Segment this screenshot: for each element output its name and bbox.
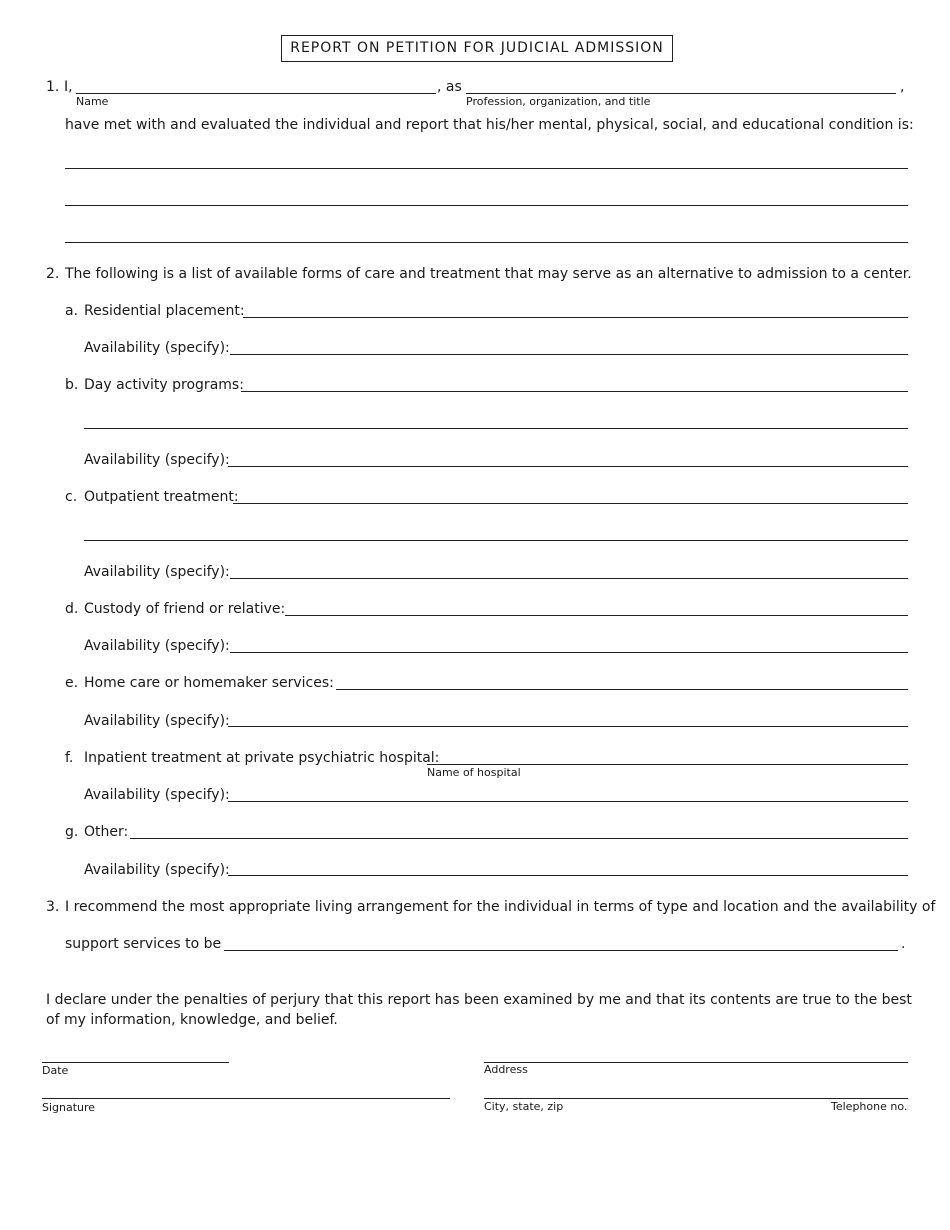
item-f-label: Inpatient treatment at private psychiatric hospital: bbox=[84, 750, 440, 766]
living-arrangement-field[interactable] bbox=[224, 950, 898, 951]
item-d-letter: d. bbox=[65, 601, 79, 617]
item-c-letter: c. bbox=[65, 489, 78, 505]
item-a-letter: a. bbox=[65, 303, 79, 319]
condition-line-2[interactable] bbox=[65, 205, 908, 206]
telephone-caption: Telephone no. bbox=[831, 1100, 908, 1113]
section-3-text: I recommend the most appropriate living arrangement for the individual in terms of type and location and the availability of bbox=[65, 899, 936, 915]
section-1-as: , as bbox=[437, 79, 462, 95]
other-field[interactable] bbox=[130, 838, 908, 839]
day-activity-field[interactable] bbox=[241, 391, 908, 392]
item-d-availability-field[interactable] bbox=[230, 652, 908, 653]
item-d-availability-label: Availability (specify): bbox=[84, 638, 230, 654]
city-telephone-field[interactable] bbox=[484, 1098, 908, 1099]
city-caption: City, state, zip bbox=[484, 1100, 564, 1113]
item-a-availability-label: Availability (specify): bbox=[84, 340, 230, 356]
section-1-comma: , bbox=[900, 79, 905, 95]
profession-field[interactable] bbox=[466, 93, 896, 94]
signature-caption: Signature bbox=[42, 1101, 96, 1114]
page-title: REPORT ON PETITION FOR JUDICIAL ADMISSION bbox=[281, 35, 673, 62]
section-1-i: I, bbox=[64, 79, 73, 95]
day-activity-field-2[interactable] bbox=[84, 428, 908, 429]
condition-line-3[interactable] bbox=[65, 242, 908, 243]
outpatient-field[interactable] bbox=[233, 503, 908, 504]
item-a-availability-field[interactable] bbox=[230, 354, 908, 355]
section-2-text: The following is a list of available forms of care and treatment that may serve as an alternative to admission to a center. bbox=[65, 266, 912, 282]
home-care-field[interactable] bbox=[336, 689, 908, 690]
address-field[interactable] bbox=[484, 1062, 908, 1063]
section-1-number: 1. bbox=[46, 79, 60, 95]
item-b-letter: b. bbox=[65, 377, 79, 393]
custody-field[interactable] bbox=[285, 615, 908, 616]
item-e-letter: e. bbox=[65, 675, 79, 691]
item-b-availability-label: Availability (specify): bbox=[84, 452, 230, 468]
profession-caption: Profession, organization, and title bbox=[466, 95, 651, 108]
item-c-label: Outpatient treatment: bbox=[84, 489, 239, 505]
item-c-availability-field[interactable] bbox=[230, 578, 908, 579]
item-f-availability-label: Availability (specify): bbox=[84, 787, 230, 803]
item-a-label: Residential placement: bbox=[84, 303, 245, 319]
hospital-name-field[interactable] bbox=[427, 764, 908, 765]
item-f-letter: f. bbox=[65, 750, 74, 766]
item-b-label: Day activity programs: bbox=[84, 377, 244, 393]
condition-line-1[interactable] bbox=[65, 168, 908, 169]
address-caption: Address bbox=[484, 1063, 528, 1076]
declaration-text: I declare under the penalties of perjury that this report has been examined by me and that its contents are true to the best of my information, knowledge, and belief. bbox=[46, 992, 912, 1028]
item-e-label: Home care or homemaker services: bbox=[84, 675, 334, 691]
name-caption: Name bbox=[76, 95, 109, 108]
residential-placement-field[interactable] bbox=[243, 317, 908, 318]
date-caption: Date bbox=[42, 1064, 69, 1077]
outpatient-field-2[interactable] bbox=[84, 540, 908, 541]
item-c-availability-label: Availability (specify): bbox=[84, 564, 230, 580]
date-field[interactable] bbox=[42, 1062, 229, 1063]
hospital-caption: Name of hospital bbox=[427, 766, 521, 779]
section-2-number: 2. bbox=[46, 266, 60, 282]
item-e-availability-field[interactable] bbox=[228, 726, 908, 727]
item-g-label: Other: bbox=[84, 824, 129, 840]
section-3-text-2: support services to be bbox=[65, 936, 222, 952]
section-1-text: have met with and evaluated the individual and report that his/her mental, physical, social, and educational condition is: bbox=[65, 117, 914, 133]
item-g-availability-label: Availability (specify): bbox=[84, 862, 230, 878]
item-b-availability-field[interactable] bbox=[228, 466, 908, 467]
item-g-availability-field[interactable] bbox=[228, 875, 908, 876]
item-d-label: Custody of friend or relative: bbox=[84, 601, 286, 617]
item-e-availability-label: Availability (specify): bbox=[84, 713, 230, 729]
section-3-number: 3. bbox=[46, 899, 60, 915]
item-g-letter: g. bbox=[65, 824, 79, 840]
item-f-availability-field[interactable] bbox=[228, 801, 908, 802]
section-3-period: . bbox=[901, 936, 906, 952]
name-field[interactable] bbox=[76, 93, 436, 94]
signature-field[interactable] bbox=[42, 1098, 450, 1099]
